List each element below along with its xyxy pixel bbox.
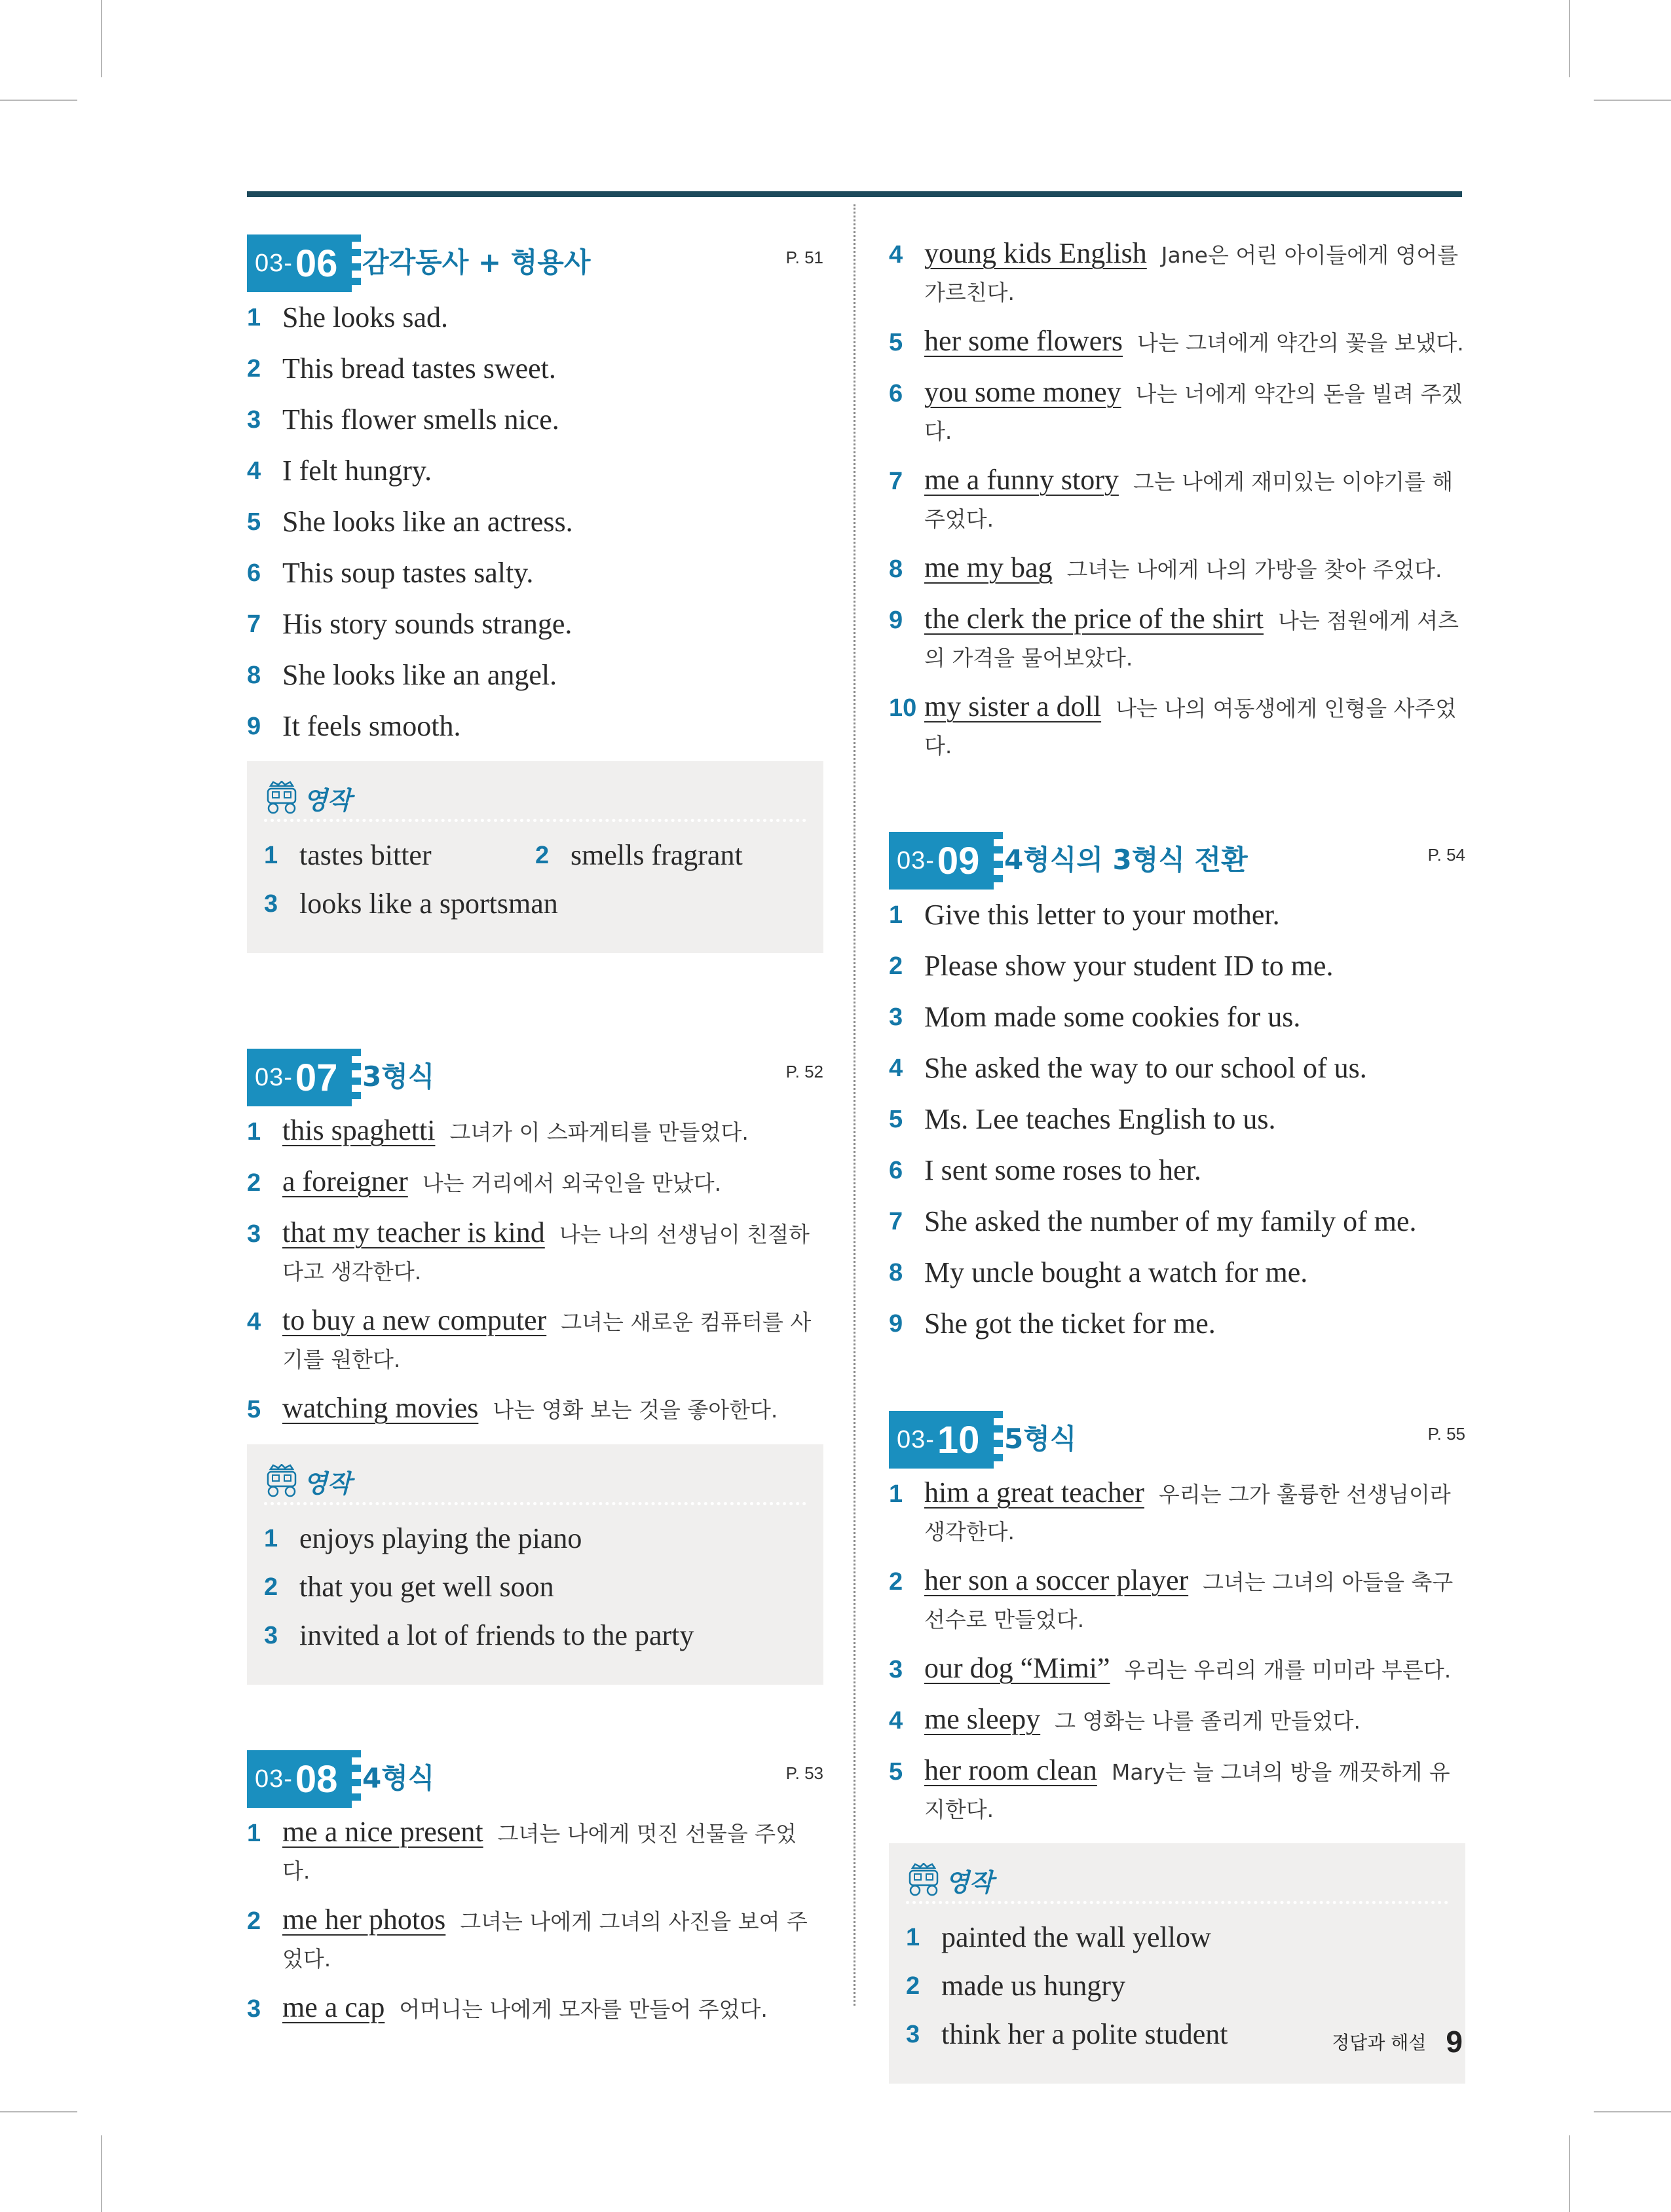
translation-text: 그녀는 그녀의 아들을 축구 선수로 만들었다.	[924, 1569, 1454, 1632]
section-title: 5형식	[1004, 1423, 1077, 1455]
section-code-tag	[889, 832, 994, 890]
item-number: 1	[264, 1525, 278, 1552]
item-text: My uncle bought a watch for me.	[924, 1256, 1308, 1288]
item-number: 3	[264, 890, 278, 918]
answer-text: our dog “Mimi”	[924, 1652, 1110, 1684]
item-text: smells fragrant	[571, 839, 743, 871]
list-item	[247, 554, 823, 592]
item-text	[282, 1902, 823, 1977]
item-text	[924, 1563, 1465, 1638]
item-number: 5	[889, 1758, 903, 1786]
item-text	[282, 1113, 823, 1150]
list-item	[889, 1702, 1465, 1740]
list-item	[889, 1100, 1465, 1138]
item-number: 4	[889, 1055, 903, 1082]
answer-text: her some flowers	[924, 325, 1123, 357]
translation-text: 그녀는 나에게 그녀의 사진을 보여 주었다.	[282, 1909, 808, 1972]
list-item	[889, 324, 1465, 362]
section-code-tag	[247, 234, 352, 292]
answer-list	[889, 1475, 1465, 1828]
list-item	[264, 885, 806, 923]
translation-text: 그녀가 이 스파게티를 만들었다.	[449, 1119, 749, 1145]
item-number: 1	[889, 1480, 903, 1508]
list-item	[906, 1919, 1448, 1957]
answer-text: me sleepy	[924, 1703, 1041, 1735]
list-item	[247, 1814, 823, 1889]
answer-text: her room clean	[924, 1754, 1097, 1786]
item-number: 10	[889, 694, 917, 722]
translation-text: Mary는 늘 그녀의 방을 깨끗하게 유지한다.	[924, 1759, 1450, 1822]
answer-list	[247, 1113, 823, 1429]
code-prefix: 03-	[897, 846, 935, 874]
item-number: 2	[889, 952, 903, 980]
item-text	[282, 1990, 823, 2027]
list-item	[247, 1303, 823, 1378]
code-prefix: 03-	[255, 1063, 293, 1091]
item-text: She asked the way to our school of us.	[924, 1052, 1367, 1084]
translation-text: 그 영화는 나를 졸리게 만들었다.	[1055, 1708, 1361, 1734]
list-item	[247, 656, 823, 694]
page-reference: P. 54	[1427, 845, 1465, 865]
item-text	[924, 1753, 1465, 1828]
section-header	[247, 229, 823, 295]
item-number: 8	[889, 1259, 903, 1286]
item-number: 7	[889, 468, 903, 495]
list-item	[264, 1568, 806, 1606]
code-number: 10	[937, 1418, 980, 1461]
composition-label: 영작	[303, 1469, 352, 1498]
item-text	[282, 1391, 823, 1428]
item-text: She asked the number of my family of me.	[924, 1205, 1417, 1237]
list-item	[889, 375, 1465, 449]
item-text: She looks like an angel.	[282, 659, 557, 691]
list-item	[889, 947, 1465, 985]
item-number: 2	[247, 355, 261, 383]
translation-text: 그녀는 나에게 나의 가방을 찾아 주었다.	[1066, 557, 1442, 582]
list-item	[247, 350, 823, 388]
answer-text: me her photos	[282, 1903, 446, 1936]
answer-list	[247, 1814, 823, 2028]
section-code-tag	[247, 1049, 352, 1106]
section-03-08	[247, 1745, 823, 2028]
translation-text: 나는 나의 선생님이 친절하다고 생각한다.	[282, 1222, 810, 1284]
item-number: 3	[889, 1656, 903, 1683]
item-number: 4	[247, 1308, 261, 1336]
crop-mark	[1569, 0, 1570, 77]
list-item	[889, 550, 1465, 588]
item-number: 2	[247, 1907, 261, 1935]
list-item	[247, 401, 823, 439]
answer-text: young kids English	[924, 237, 1147, 269]
item-number: 5	[247, 1396, 261, 1423]
list-item	[889, 1651, 1465, 1689]
page-reference: P. 55	[1427, 1424, 1465, 1444]
section-title: 4형식	[362, 1762, 435, 1794]
item-text: This flower smells nice.	[282, 403, 559, 436]
item-text	[924, 601, 1465, 676]
item-number: 4	[247, 457, 261, 485]
list-item	[889, 1203, 1465, 1241]
section-code-tag	[247, 1750, 352, 1808]
answer-text: him a great teacher	[924, 1476, 1144, 1509]
item-text: Ms. Lee teaches English to us.	[924, 1103, 1276, 1135]
section-03-10	[889, 1406, 1465, 2084]
item-text	[924, 324, 1465, 361]
carriage-icon	[264, 781, 299, 815]
item-number: 8	[889, 555, 903, 583]
answer-text: watching movies	[282, 1392, 479, 1424]
page-reference: P. 52	[785, 1062, 823, 1081]
translation-text: 그녀는 나에게 멋진 선물을 주었다.	[282, 1821, 797, 1884]
item-text: I felt hungry.	[282, 455, 432, 487]
item-number: 6	[889, 1157, 903, 1184]
item-number: 5	[889, 1106, 903, 1133]
left-column	[247, 229, 823, 2041]
section-title: 3형식	[362, 1060, 435, 1093]
item-text	[924, 236, 1465, 310]
item-text: looks like a sportsman	[299, 888, 558, 920]
item-number: 6	[247, 559, 261, 587]
answer-text: that my teacher is kind	[282, 1216, 545, 1248]
list-item	[889, 896, 1465, 934]
item-number: 8	[247, 662, 261, 689]
item-text: She got the ticket for me.	[924, 1307, 1216, 1340]
item-text	[282, 1814, 823, 1889]
composition-header	[906, 1859, 1448, 1904]
carriage-icon	[264, 1464, 299, 1498]
crop-mark	[0, 100, 77, 101]
item-text	[924, 550, 1465, 588]
item-number: 3	[889, 1003, 903, 1031]
answer-text: to buy a new computer	[282, 1304, 547, 1336]
list-item	[264, 1617, 806, 1655]
item-text	[924, 462, 1465, 537]
composition-header	[264, 777, 806, 822]
item-text: think her a polite student	[941, 2018, 1228, 2050]
item-number: 1	[906, 1924, 920, 1951]
list-item	[889, 1049, 1465, 1087]
item-number: 1	[247, 1820, 261, 1847]
item-text: invited a lot of friends to the party	[299, 1619, 694, 1651]
item-text	[924, 689, 1465, 764]
code-number: 07	[295, 1056, 338, 1099]
translation-text: 나는 그녀에게 약간의 꽃을 보냈다.	[1137, 330, 1464, 356]
composition-box	[247, 761, 823, 953]
list-item	[889, 1305, 1465, 1343]
code-prefix: 03-	[255, 249, 293, 277]
list-item	[889, 1152, 1465, 1190]
translation-text: 그는 나에게 재미있는 이야기를 해 주었다.	[924, 469, 1454, 532]
translation-text: 우리는 그가 훌륭한 선생님이라 생각한다.	[924, 1482, 1451, 1545]
list-item	[247, 1990, 823, 2028]
answer-text: me a funny story	[924, 464, 1119, 496]
item-text	[282, 1303, 823, 1378]
list-item	[247, 503, 823, 541]
code-number: 08	[295, 1757, 338, 1801]
list-item	[247, 299, 823, 337]
item-text	[924, 375, 1465, 449]
list-item	[889, 462, 1465, 537]
item-number: 1	[889, 901, 903, 929]
column-divider	[854, 204, 855, 2006]
item-number: 5	[247, 508, 261, 536]
item-text: made us hungry	[941, 1970, 1126, 2002]
crop-mark	[1594, 2111, 1671, 2112]
answer-text: my sister a doll	[924, 690, 1102, 722]
item-number: 3	[247, 406, 261, 434]
item-text: I sent some roses to her.	[924, 1154, 1201, 1186]
item-number: 6	[889, 380, 903, 407]
translation-text: 그녀는 새로운 컴퓨터를 사기를 원한다.	[282, 1309, 812, 1372]
answer-text: her son a soccer player	[924, 1564, 1189, 1596]
list-item	[889, 236, 1465, 310]
section-03-07	[247, 1043, 823, 1685]
section-03-06	[247, 229, 823, 953]
section-title: 감각동사 + 형용사	[362, 246, 591, 278]
item-number: 3	[247, 1995, 261, 2023]
crop-mark	[1569, 2135, 1570, 2212]
answer-text: you some money	[924, 376, 1121, 408]
list-item	[247, 1215, 823, 1290]
right-column	[889, 229, 1465, 2084]
item-number: 5	[889, 329, 903, 356]
list-item	[264, 836, 535, 874]
composition-label: 영작	[303, 785, 352, 815]
answer-text: me a nice present	[282, 1816, 483, 1848]
item-number: 7	[247, 610, 261, 638]
item-number: 9	[889, 1310, 903, 1338]
translation-text: 나는 거리에서 외국인을 만났다.	[422, 1171, 722, 1196]
item-text: This soup tastes salty.	[282, 557, 534, 589]
list-item	[247, 605, 823, 643]
crop-mark	[101, 0, 102, 77]
composition-label: 영작	[945, 1867, 994, 1897]
item-number: 2	[535, 842, 550, 869]
carriage-icon	[906, 1863, 941, 1897]
answer-text: this spaghetti	[282, 1114, 436, 1146]
list-item	[889, 1254, 1465, 1292]
list-item	[247, 707, 823, 745]
item-number: 1	[247, 1118, 261, 1146]
item-number: 4	[889, 241, 903, 269]
item-number: 9	[247, 713, 261, 740]
list-item	[247, 1902, 823, 1977]
item-number: 9	[889, 607, 903, 634]
list-item	[889, 689, 1465, 764]
answer-text: the clerk the price of the shirt	[924, 603, 1264, 635]
top-rule	[247, 191, 1462, 197]
item-text: This bread tastes sweet.	[282, 352, 556, 384]
answer-text: a foreigner	[282, 1165, 408, 1197]
section-header	[247, 1745, 823, 1810]
answer-list	[889, 896, 1465, 1343]
item-text	[282, 1215, 823, 1290]
list-item	[535, 836, 806, 874]
section-header	[889, 1406, 1465, 1471]
page-number: 9	[1446, 2025, 1463, 2059]
list-item	[889, 1475, 1465, 1550]
item-text: It feels smooth.	[282, 710, 461, 742]
answer-list-continued	[889, 236, 1465, 764]
item-number: 3	[264, 1622, 278, 1649]
list-item	[889, 601, 1465, 676]
item-number: 7	[889, 1208, 903, 1235]
code-number: 06	[295, 242, 338, 285]
composition-row	[264, 836, 806, 885]
page-footer	[1332, 2024, 1463, 2059]
list-item	[247, 1113, 823, 1151]
item-text	[924, 1651, 1465, 1688]
item-text: enjoys playing the piano	[299, 1522, 582, 1554]
section-code-tag	[889, 1411, 994, 1469]
list-item	[264, 1520, 806, 1558]
item-text: She looks like an actress.	[282, 506, 573, 538]
code-number: 09	[937, 839, 980, 882]
answer-text: me my bag	[924, 552, 1053, 584]
translation-text: 나는 영화 보는 것을 좋아한다.	[493, 1397, 778, 1423]
item-text: Give this letter to your mother.	[924, 899, 1280, 931]
item-text	[282, 1164, 823, 1201]
item-text: tastes bitter	[299, 839, 432, 871]
footer-title: 정답과 해설	[1332, 2032, 1427, 2053]
list-item	[247, 1391, 823, 1429]
crop-mark	[0, 2111, 77, 2112]
section-title: 4형식의 3형식 전환	[1004, 844, 1248, 876]
item-text: painted the wall yellow	[941, 1921, 1211, 1953]
list-item	[906, 1967, 1448, 2005]
page-reference: P. 53	[785, 1763, 823, 1783]
item-number: 1	[247, 304, 261, 331]
answer-text: me a cap	[282, 1991, 385, 2023]
section-header	[247, 1043, 823, 1109]
translation-text: 나는 나의 여동생에게 인형을 사주었다.	[924, 696, 1457, 759]
section-03-09	[889, 827, 1465, 1343]
item-text: that you get well soon	[299, 1571, 554, 1603]
item-text: Please show your student ID to me.	[924, 950, 1334, 982]
list-item	[889, 1563, 1465, 1638]
crop-mark	[101, 2135, 102, 2212]
list-item	[889, 1753, 1465, 1828]
item-text: His story sounds strange.	[282, 608, 573, 640]
translation-text: 나는 점원에게 셔츠의 가격을 물어보았다.	[924, 608, 1459, 671]
translation-text: 나는 너에게 약간의 돈을 빌려 주겠다.	[924, 381, 1463, 444]
code-prefix: 03-	[897, 1425, 935, 1453]
item-number: 2	[906, 1972, 920, 2000]
crop-mark	[1594, 100, 1671, 101]
item-text	[924, 1702, 1465, 1739]
item-number: 3	[906, 2021, 920, 2048]
item-number: 2	[247, 1169, 261, 1197]
composition-box	[247, 1444, 823, 1685]
item-text: She looks sad.	[282, 301, 448, 333]
item-text: Mom made some cookies for us.	[924, 1001, 1301, 1033]
translation-text: Jane은 어린 아이들에게 영어를 가르친다.	[924, 242, 1459, 305]
page-reference: P. 51	[785, 248, 823, 267]
item-text	[924, 1475, 1465, 1550]
list-item	[247, 1164, 823, 1202]
item-number: 1	[264, 842, 278, 869]
section-header	[889, 827, 1465, 892]
composition-header	[264, 1460, 806, 1505]
translation-text: 어머니는 나에게 모자를 만들어 주었다.	[399, 1996, 768, 2022]
item-number: 2	[264, 1573, 278, 1601]
code-prefix: 03-	[255, 1765, 293, 1793]
translation-text: 우리는 우리의 개를 미미라 부른다.	[1124, 1657, 1452, 1683]
item-number: 2	[889, 1568, 903, 1596]
item-number: 3	[247, 1220, 261, 1248]
list-item	[889, 998, 1465, 1036]
list-item	[247, 452, 823, 490]
item-number: 4	[889, 1707, 903, 1734]
answer-list	[247, 299, 823, 745]
